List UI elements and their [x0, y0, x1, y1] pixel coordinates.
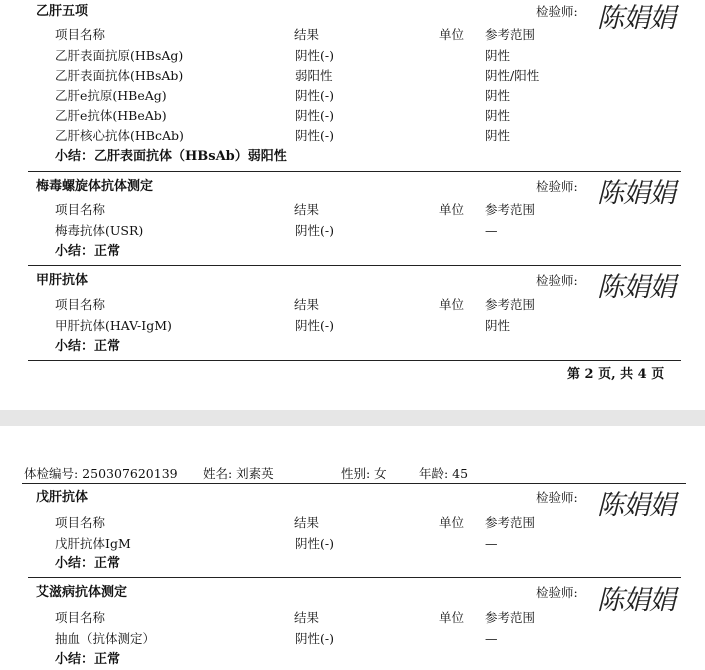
item-name: 乙肝表面抗体(HBsAb) [55, 68, 184, 83]
section-summary: 小结：正常 [55, 652, 121, 667]
item-result: 阴性(-) [295, 631, 334, 646]
column-header-result: 结果 [294, 515, 320, 530]
column-header-item: 项目名称 [55, 297, 106, 312]
item-range: — [485, 223, 498, 238]
column-header-unit: 单位 [439, 610, 465, 625]
section-divider [28, 171, 681, 172]
item-range: 阴性 [485, 48, 511, 63]
exam-number: 体检编号: 250307620139 [24, 466, 178, 481]
item-name: 乙肝e抗体(HBeAb) [55, 108, 167, 123]
column-header-item: 项目名称 [55, 202, 106, 217]
inspector-label: 检验师: [536, 585, 578, 600]
item-name: 戊肝抗体IgM [55, 536, 131, 551]
section-title: 艾滋病抗体测定 [36, 585, 128, 600]
item-result: 阴性(-) [295, 128, 334, 143]
section-summary: 小结：正常 [55, 244, 121, 259]
column-header-unit: 单位 [439, 297, 465, 312]
inspector-label: 检验师: [536, 179, 578, 194]
item-range: 阴性 [485, 128, 511, 143]
column-header-result: 结果 [294, 27, 320, 42]
item-result: 阴性(-) [295, 108, 334, 123]
section-title: 甲肝抗体 [36, 273, 89, 288]
item-result: 阴性(-) [295, 318, 334, 333]
item-result: 阴性(-) [295, 536, 334, 551]
item-range: 阴性 [485, 88, 511, 103]
section-summary: 小结：正常 [55, 556, 121, 571]
item-range: 阴性 [485, 108, 511, 123]
inspector-signature: 陈娟娟 [597, 585, 675, 616]
item-name: 乙肝e抗原(HBeAg) [55, 88, 167, 103]
item-range: — [485, 536, 498, 551]
column-header-unit: 单位 [439, 202, 465, 217]
column-header-item: 项目名称 [55, 515, 106, 530]
section-summary: 小结：正常 [55, 339, 121, 354]
section-divider [28, 360, 681, 361]
column-header-result: 结果 [294, 297, 320, 312]
column-header-result: 结果 [294, 202, 320, 217]
column-header-unit: 单位 [439, 27, 465, 42]
item-result: 阴性(-) [295, 48, 334, 63]
item-result: 阴性(-) [295, 88, 334, 103]
column-header-item: 项目名称 [55, 27, 106, 42]
item-result: 弱阳性 [295, 68, 333, 83]
item-name: 抽血（抗体测定） [55, 631, 156, 646]
item-name: 甲肝抗体(HAV-IgM) [55, 318, 172, 333]
section-title: 戊肝抗体 [36, 490, 89, 505]
section-title: 乙肝五项 [36, 4, 89, 19]
column-header-item: 项目名称 [55, 610, 106, 625]
inspector-signature: 陈娟娟 [597, 490, 675, 521]
item-name: 梅毒抗体(USR) [55, 223, 144, 238]
section-divider [28, 265, 681, 266]
inspector-label: 检验师: [536, 490, 578, 505]
item-result: 阴性(-) [295, 223, 334, 238]
page-separator [0, 410, 705, 426]
item-name: 乙肝核心抗体(HBcAb) [55, 128, 184, 143]
item-name: 乙肝表面抗原(HBsAg) [55, 48, 184, 63]
item-range: — [485, 631, 498, 646]
inspector-signature: 陈娟娟 [597, 178, 675, 209]
column-header-range: 参考范围 [485, 202, 536, 217]
report-page-3 [0, 426, 705, 670]
column-header-range: 参考范围 [485, 27, 536, 42]
column-header-range: 参考范围 [485, 610, 536, 625]
column-header-range: 参考范围 [485, 297, 536, 312]
patient-age: 年龄: 45 [419, 466, 469, 481]
section-title: 梅毒螺旋体抗体测定 [36, 179, 154, 194]
patient-name: 姓名: 刘素英 [203, 466, 274, 481]
column-header-range: 参考范围 [485, 515, 536, 530]
patient-gender: 性别: 女 [341, 466, 387, 481]
header-divider [22, 483, 686, 484]
inspector-label: 检验师: [536, 273, 578, 288]
column-header-unit: 单位 [439, 515, 465, 530]
column-header-result: 结果 [294, 610, 320, 625]
section-summary: 小结：乙肝表面抗体（HBsAb）弱阳性 [55, 149, 287, 164]
item-range: 阴性/阳性 [485, 68, 540, 83]
page-number: 第 2 页, 共 4 页 [567, 367, 665, 382]
inspector-signature: 陈娟娟 [597, 272, 675, 303]
inspector-label: 检验师: [536, 4, 578, 19]
item-range: 阴性 [485, 318, 511, 333]
inspector-signature: 陈娟娟 [597, 3, 675, 34]
section-divider [28, 577, 681, 578]
